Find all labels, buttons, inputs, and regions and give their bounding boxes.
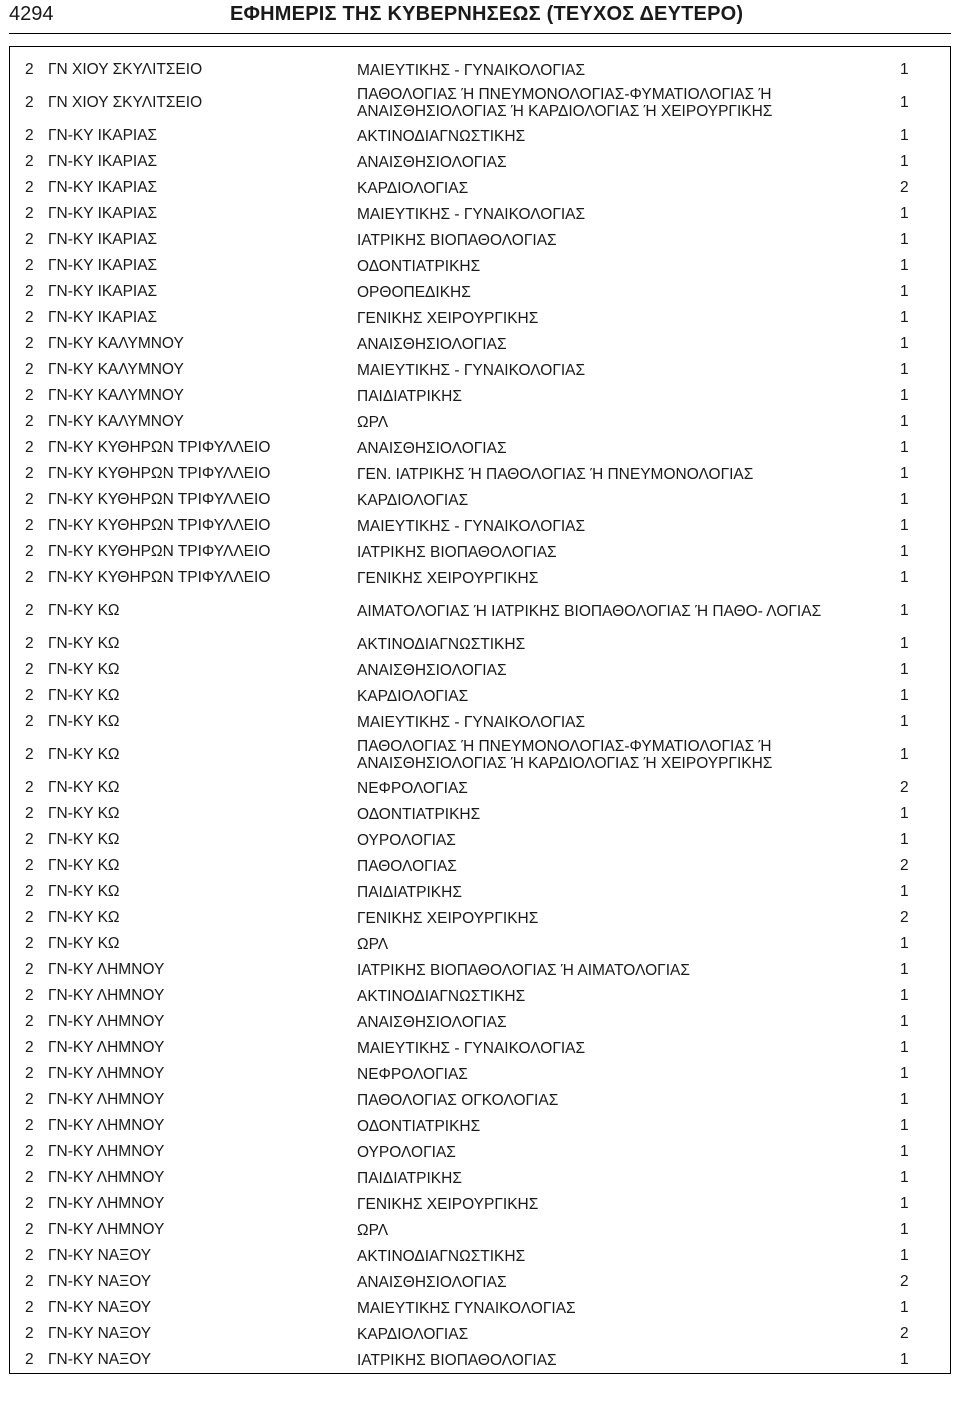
position-cell: 2 [25,257,34,274]
hospital-cell: ΓΝ-ΚΥ ΛΗΜΝΟΥ [48,987,165,1004]
table-row [10,827,950,853]
hospital-cell: ΓΝ-ΚΥ ΚΑΛΥΜΝΟΥ [48,413,184,430]
position-cell: 2 [25,805,34,822]
count-cell: 1 [900,127,909,144]
position-cell: 2 [25,387,34,404]
table-row [10,735,950,775]
count-cell: 1 [900,661,909,678]
count-cell: 1 [900,635,909,652]
position-cell: 2 [25,857,34,874]
count-cell: 1 [900,94,909,111]
specialty-cell: ΠΑΙΔΙΑΤΡΙΚΗΣ [357,387,462,405]
position-cell: 2 [25,909,34,926]
hospital-cell: ΓΝ-ΚΥ ΚΩ [48,831,120,848]
position-cell: 2 [25,94,34,111]
table-row [10,879,950,905]
specialty-cell: ΑΙΜΑΤΟΛΟΓΙΑΣ Ή ΙΑΤΡΙΚΗΣ ΒΙΟΠΑΘΟΛΟΓΙΑΣ Ή ΠΑΘΟ- ΛΟΓΙΑΣ [357,602,822,620]
table-row [10,83,950,123]
hospital-cell: ΓΝ-ΚΥ ΚΥΘΗΡΩΝ ΤΡΙΦΥΛΛΕΙΟ [48,465,271,482]
table-row [10,565,950,591]
position-cell: 2 [25,1195,34,1212]
specialty-cell: ΑΝΑΙΣΘΗΣΙΟΛΟΓΙΑΣ [357,439,507,457]
count-cell: 1 [900,713,909,730]
hospital-cell: ΓΝ-ΚΥ ΚΥΘΗΡΩΝ ΤΡΙΦΥΛΛΕΙΟ [48,543,271,560]
table-row [10,905,950,931]
count-cell: 1 [900,1091,909,1108]
table-row [10,853,950,879]
hospital-cell: ΓΝ-ΚΥ ΙΚΑΡΙΑΣ [48,205,158,222]
specialty-cell: ΟΔΟΝΤΙΑΤΡΙΚΗΣ [357,1117,481,1135]
table-row [10,435,950,461]
specialty-cell: ΓΕΝΙΚΗΣ ΧΕΙΡΟΥΡΓΙΚΗΣ [357,569,539,587]
count-cell: 1 [900,961,909,978]
table-row [10,1139,950,1165]
specialty-cell: ΑΚΤΙΝΟΔΙΑΓΝΩΣΤΙΚΗΣ [357,1247,526,1265]
position-cell: 2 [25,935,34,952]
count-cell: 2 [900,1273,909,1290]
count-cell: 1 [900,746,909,763]
count-cell: 1 [900,413,909,430]
count-cell: 1 [900,1351,909,1368]
specialty-cell: ΠΑΘΟΛΟΓΙΑΣ Ή ΠΝΕΥΜΟΝΟΛΟΓΙΑΣ-ΦΥΜΑΤΙΟΛΟΓΙΑΣ Ή ΑΝΑΙΣΘΗΣΙΟΛΟΓΙΑΣ Ή ΚΑΡΔΙΟΛΟΓΙΑΣ Ή ΧΕΙΡΟΥΡΓΙΚΗΣ [357,86,773,120]
hospital-cell: ΓΝ-ΚΥ ΚΩ [48,713,120,730]
hospital-cell: ΓΝ-ΚΥ ΙΚΑΡΙΑΣ [48,231,158,248]
hospital-cell: ΓΝ-ΚΥ ΚΩ [48,779,120,796]
position-cell: 2 [25,635,34,652]
table-row [10,201,950,227]
count-cell: 1 [900,361,909,378]
hospital-cell: ΓΝ-ΚΥ ΛΗΜΝΟΥ [48,1117,165,1134]
specialty-cell: ΟΡΘΟΠΕΔΙΚΗΣ [357,283,471,301]
specialty-cell: ΩΡΛ [357,935,389,953]
count-cell: 1 [900,987,909,1004]
hospital-cell: ΓΝ-ΚΥ ΝΑΞΟΥ [48,1247,152,1264]
table-row [10,957,950,983]
table-row [10,1347,950,1373]
position-cell: 2 [25,1065,34,1082]
position-cell: 2 [25,883,34,900]
hospital-cell: ΓΝ-ΚΥ ΛΗΜΝΟΥ [48,961,165,978]
hospital-cell: ΓΝ-ΚΥ ΛΗΜΝΟΥ [48,1039,165,1056]
table-row [10,279,950,305]
position-cell: 2 [25,335,34,352]
hospital-cell: ΓΝ-ΚΥ ΚΩ [48,857,120,874]
position-cell: 2 [25,439,34,456]
count-cell: 2 [900,909,909,926]
table-row [10,1269,950,1295]
count-cell: 1 [900,569,909,586]
specialty-cell: ΠΑΘΟΛΟΓΙΑΣ Ή ΠΝΕΥΜΟΝΟΛΟΓΙΑΣ-ΦΥΜΑΤΙΟΛΟΓΙΑΣ Ή ΑΝΑΙΣΘΗΣΙΟΛΟΓΙΑΣ Ή ΚΑΡΔΙΟΛΟΓΙΑΣ Ή ΧΕΙΡΟΥΡΓΙΚΗΣ [357,738,773,772]
specialty-cell: ΚΑΡΔΙΟΛΟΓΙΑΣ [357,1325,469,1343]
position-cell: 2 [25,987,34,1004]
hospital-cell: ΓΝ-ΚΥ ΙΚΑΡΙΑΣ [48,309,158,326]
specialty-cell: ΠΑΘΟΛΟΓΙΑΣ ΟΓΚΟΛΟΓΙΑΣ [357,1091,559,1109]
position-cell: 2 [25,413,34,430]
position-cell: 2 [25,1325,34,1342]
position-cell: 2 [25,1221,34,1238]
position-cell: 2 [25,491,34,508]
hospital-cell: ΓΝ-ΚΥ ΚΥΘΗΡΩΝ ΤΡΙΦΥΛΛΕΙΟ [48,569,271,586]
specialty-cell: ΙΑΤΡΙΚΗΣ ΒΙΟΠΑΘΟΛΟΓΙΑΣ [357,1351,557,1369]
hospital-cell: ΓΝ-ΚΥ ΝΑΞΟΥ [48,1273,152,1290]
position-cell: 2 [25,153,34,170]
count-cell: 1 [900,61,909,78]
specialty-cell: ΓΕΝΙΚΗΣ ΧΕΙΡΟΥΡΓΙΚΗΣ [357,909,539,927]
table-row [10,149,950,175]
table-row [10,175,950,201]
hospital-cell: ΓΝ-ΚΥ ΙΚΑΡΙΑΣ [48,153,158,170]
count-cell: 1 [900,602,909,619]
table-row [10,931,950,957]
position-cell: 2 [25,231,34,248]
specialty-cell: ΑΚΤΙΝΟΔΙΑΓΝΩΣΤΙΚΗΣ [357,635,526,653]
table-row [10,657,950,683]
hospital-cell: ΓΝ ΧΙΟΥ ΣΚΥΛΙΤΣΕΙΟ [48,94,203,111]
table-row [10,513,950,539]
count-cell: 1 [900,491,909,508]
header-divider [9,33,951,34]
table-row [10,227,950,253]
specialty-cell: ΙΑΤΡΙΚΗΣ ΒΙΟΠΑΘΟΛΟΓΙΑΣ Ή ΑΙΜΑΤΟΛΟΓΙΑΣ [357,961,690,979]
table-row [10,1191,950,1217]
position-cell: 2 [25,283,34,300]
table-row [10,253,950,279]
position-cell: 2 [25,1143,34,1160]
hospital-cell: ΓΝ-ΚΥ ΚΩ [48,746,120,763]
position-cell: 2 [25,569,34,586]
specialty-cell: ΓΕΝΙΚΗΣ ΧΕΙΡΟΥΡΓΙΚΗΣ [357,1195,539,1213]
specialty-cell: ΟΥΡΟΛΟΓΙΑΣ [357,831,456,849]
table-row [10,983,950,1009]
count-cell: 1 [900,543,909,560]
specialty-cell: ΜΑΙΕΥΤΙΚΗΣ - ΓΥΝΑΙΚΟΛΟΓΙΑΣ [357,61,586,79]
specialty-cell: ΑΝΑΙΣΘΗΣΙΟΛΟΓΙΑΣ [357,153,507,171]
table-row [10,461,950,487]
position-cell: 2 [25,1351,34,1368]
position-cell: 2 [25,831,34,848]
specialty-cell: ΠΑΙΔΙΑΤΡΙΚΗΣ [357,883,462,901]
hospital-cell: ΓΝ-ΚΥ ΚΩ [48,602,120,619]
count-cell: 1 [900,257,909,274]
hospital-cell: ΓΝ-ΚΥ ΚΑΛΥΜΝΟΥ [48,361,184,378]
specialty-cell: ΓΕΝ. ΙΑΤΡΙΚΗΣ Ή ΠΑΘΟΛΟΓΙΑΣ Ή ΠΝΕΥΜΟΝΟΛΟΓΙΑΣ [357,465,754,483]
position-cell: 2 [25,1117,34,1134]
specialty-cell: ΑΝΑΙΣΘΗΣΙΟΛΟΓΙΑΣ [357,335,507,353]
table-row [10,123,950,149]
specialty-cell: ΟΔΟΝΤΙΑΤΡΙΚΗΣ [357,805,481,823]
hospital-cell: ΓΝ-ΚΥ ΛΗΜΝΟΥ [48,1065,165,1082]
hospital-cell: ΓΝ-ΚΥ ΙΚΑΡΙΑΣ [48,179,158,196]
page-number: 4294 [9,3,54,25]
table-row [10,709,950,735]
position-cell: 2 [25,1013,34,1030]
hospital-cell: ΓΝ-ΚΥ ΚΥΘΗΡΩΝ ΤΡΙΦΥΛΛΕΙΟ [48,491,271,508]
count-cell: 1 [900,231,909,248]
count-cell: 1 [900,1039,909,1056]
specialty-cell: ΜΑΙΕΥΤΙΚΗΣ - ΓΥΝΑΙΚΟΛΟΓΙΑΣ [357,361,586,379]
specialty-cell: ΓΕΝΙΚΗΣ ΧΕΙΡΟΥΡΓΙΚΗΣ [357,309,539,327]
table-row [10,1087,950,1113]
table-row [10,383,950,409]
position-cell: 2 [25,465,34,482]
count-cell: 1 [900,935,909,952]
position-cell: 2 [25,127,34,144]
hospital-cell: ΓΝ-ΚΥ ΚΩ [48,635,120,652]
hospital-cell: ΓΝ-ΚΥ ΛΗΜΝΟΥ [48,1091,165,1108]
position-cell: 2 [25,1299,34,1316]
table-row [10,1009,950,1035]
specialty-cell: ΑΚΤΙΝΟΔΙΑΓΝΩΣΤΙΚΗΣ [357,127,526,145]
count-cell: 1 [900,1221,909,1238]
table-row [10,539,950,565]
count-cell: 1 [900,1247,909,1264]
table-row [10,1113,950,1139]
hospital-cell: ΓΝ-ΚΥ ΚΑΛΥΜΝΟΥ [48,387,184,404]
position-cell: 2 [25,179,34,196]
count-cell: 1 [900,517,909,534]
count-cell: 1 [900,1117,909,1134]
position-cell: 2 [25,602,34,619]
position-cell: 2 [25,309,34,326]
hospital-cell: ΓΝ-ΚΥ ΛΗΜΝΟΥ [48,1169,165,1186]
count-cell: 1 [900,439,909,456]
hospital-cell: ΓΝ-ΚΥ ΝΑΞΟΥ [48,1325,152,1342]
table-row [10,1243,950,1269]
specialty-cell: ΑΝΑΙΣΘΗΣΙΟΛΟΓΙΑΣ [357,661,507,679]
table-row [10,409,950,435]
hospital-cell: ΓΝ-ΚΥ ΚΩ [48,661,120,678]
table-row [10,1321,950,1347]
specialty-cell: ΩΡΛ [357,413,389,431]
position-cell: 2 [25,687,34,704]
position-cell: 2 [25,1169,34,1186]
position-cell: 2 [25,779,34,796]
table-row [10,305,950,331]
table-row [10,487,950,513]
count-cell: 1 [900,831,909,848]
hospital-cell: ΓΝ-ΚΥ ΙΚΑΡΙΑΣ [48,127,158,144]
specialty-cell: ΝΕΦΡΟΛΟΓΙΑΣ [357,779,468,797]
count-cell: 2 [900,1325,909,1342]
table-row [10,775,950,801]
count-cell: 1 [900,1195,909,1212]
hospital-cell: ΓΝ-ΚΥ ΚΥΘΗΡΩΝ ΤΡΙΦΥΛΛΕΙΟ [48,439,271,456]
hospital-cell: ΓΝ-ΚΥ ΛΗΜΝΟΥ [48,1195,165,1212]
count-cell: 2 [900,857,909,874]
position-cell: 2 [25,361,34,378]
hospital-cell: ΓΝ-ΚΥ ΛΗΜΝΟΥ [48,1221,165,1238]
hospital-cell: ΓΝ-ΚΥ ΙΚΑΡΙΑΣ [48,257,158,274]
count-cell: 1 [900,1299,909,1316]
hospital-cell: ΓΝ-ΚΥ ΝΑΞΟΥ [48,1299,152,1316]
specialty-cell: ΟΥΡΟΛΟΓΙΑΣ [357,1143,456,1161]
hospital-cell: ΓΝ-ΚΥ ΝΑΞΟΥ [48,1351,152,1368]
table-row [10,57,950,83]
table-row [10,331,950,357]
count-cell: 1 [900,883,909,900]
count-cell: 1 [900,387,909,404]
count-cell: 1 [900,687,909,704]
specialty-cell: ΚΑΡΔΙΟΛΟΓΙΑΣ [357,179,469,197]
table-row [10,631,950,657]
specialty-cell: ΙΑΤΡΙΚΗΣ ΒΙΟΠΑΘΟΛΟΓΙΑΣ [357,231,557,249]
hospital-cell: ΓΝ-ΚΥ ΛΗΜΝΟΥ [48,1013,165,1030]
position-cell: 2 [25,543,34,560]
position-cell: 2 [25,205,34,222]
position-cell: 2 [25,713,34,730]
position-cell: 2 [25,961,34,978]
specialty-cell: ΩΡΛ [357,1221,389,1239]
gazette-title: ΕΦΗΜΕΡΙΣ ΤΗΣ ΚΥΒΕΡΝΗΣΕΩΣ (ΤΕΥΧΟΣ ΔΕΥΤΕΡΟ) [230,3,744,25]
position-cell: 2 [25,1273,34,1290]
page-header [0,0,960,33]
specialty-cell: ΠΑΙΔΙΑΤΡΙΚΗΣ [357,1169,462,1187]
hospital-cell: ΓΝ-ΚΥ ΚΑΛΥΜΝΟΥ [48,335,184,352]
count-cell: 2 [900,179,909,196]
position-cell: 2 [25,1091,34,1108]
position-cell: 2 [25,661,34,678]
count-cell: 2 [900,779,909,796]
count-cell: 1 [900,309,909,326]
specialty-cell: ΑΝΑΙΣΘΗΣΙΟΛΟΓΙΑΣ [357,1273,507,1291]
specialty-cell: ΚΑΡΔΙΟΛΟΓΙΑΣ [357,491,469,509]
table-row [10,1035,950,1061]
specialty-cell: ΑΝΑΙΣΘΗΣΙΟΛΟΓΙΑΣ [357,1013,507,1031]
table-row [10,357,950,383]
position-cell: 2 [25,61,34,78]
count-cell: 1 [900,153,909,170]
position-cell: 2 [25,1039,34,1056]
specialty-cell: ΑΚΤΙΝΟΔΙΑΓΝΩΣΤΙΚΗΣ [357,987,526,1005]
count-cell: 1 [900,283,909,300]
specialty-cell: ΙΑΤΡΙΚΗΣ ΒΙΟΠΑΘΟΛΟΓΙΑΣ [357,543,557,561]
table-row [10,1295,950,1321]
table-row [10,683,950,709]
hospital-cell: ΓΝ ΧΙΟΥ ΣΚΥΛΙΤΣΕΙΟ [48,61,203,78]
hospital-cell: ΓΝ-ΚΥ ΚΩ [48,687,120,704]
specialty-cell: ΝΕΦΡΟΛΟΓΙΑΣ [357,1065,468,1083]
position-cell: 2 [25,517,34,534]
hospital-cell: ΓΝ-ΚΥ ΚΩ [48,909,120,926]
table-row [10,1061,950,1087]
count-cell: 1 [900,1013,909,1030]
position-cell: 2 [25,1247,34,1264]
count-cell: 1 [900,1143,909,1160]
count-cell: 1 [900,1169,909,1186]
specialty-cell: ΠΑΘΟΛΟΓΙΑΣ [357,857,457,875]
specialty-cell: ΜΑΙΕΥΤΙΚΗΣ - ΓΥΝΑΙΚΟΛΟΓΙΑΣ [357,205,586,223]
count-cell: 1 [900,335,909,352]
specialty-cell: ΟΔΟΝΤΙΑΤΡΙΚΗΣ [357,257,481,275]
specialty-cell: ΚΑΡΔΙΟΛΟΓΙΑΣ [357,687,469,705]
hospital-cell: ΓΝ-ΚΥ ΚΩ [48,805,120,822]
count-cell: 1 [900,1065,909,1082]
hospital-cell: ΓΝ-ΚΥ ΙΚΑΡΙΑΣ [48,283,158,300]
specialty-cell: ΜΑΙΕΥΤΙΚΗΣ - ΓΥΝΑΙΚΟΛΟΓΙΑΣ [357,1039,586,1057]
specialty-cell: ΜΑΙΕΥΤΙΚΗΣ ΓΥΝΑΙΚΟΛΟΓΙΑΣ [357,1299,576,1317]
count-cell: 1 [900,205,909,222]
table-row [10,591,950,631]
hospital-cell: ΓΝ-ΚΥ ΚΩ [48,883,120,900]
position-cell: 2 [25,746,34,763]
specialty-cell: ΜΑΙΕΥΤΙΚΗΣ - ΓΥΝΑΙΚΟΛΟΓΙΑΣ [357,517,586,535]
table-row [10,1217,950,1243]
table-row [10,801,950,827]
count-cell: 1 [900,465,909,482]
hospital-cell: ΓΝ-ΚΥ ΛΗΜΝΟΥ [48,1143,165,1160]
table-row [10,1165,950,1191]
hospital-cell: ΓΝ-ΚΥ ΚΩ [48,935,120,952]
count-cell: 1 [900,805,909,822]
specialty-cell: ΜΑΙΕΥΤΙΚΗΣ - ΓΥΝΑΙΚΟΛΟΓΙΑΣ [357,713,586,731]
hospital-cell: ΓΝ-ΚΥ ΚΥΘΗΡΩΝ ΤΡΙΦΥΛΛΕΙΟ [48,517,271,534]
positions-table [9,46,951,1374]
